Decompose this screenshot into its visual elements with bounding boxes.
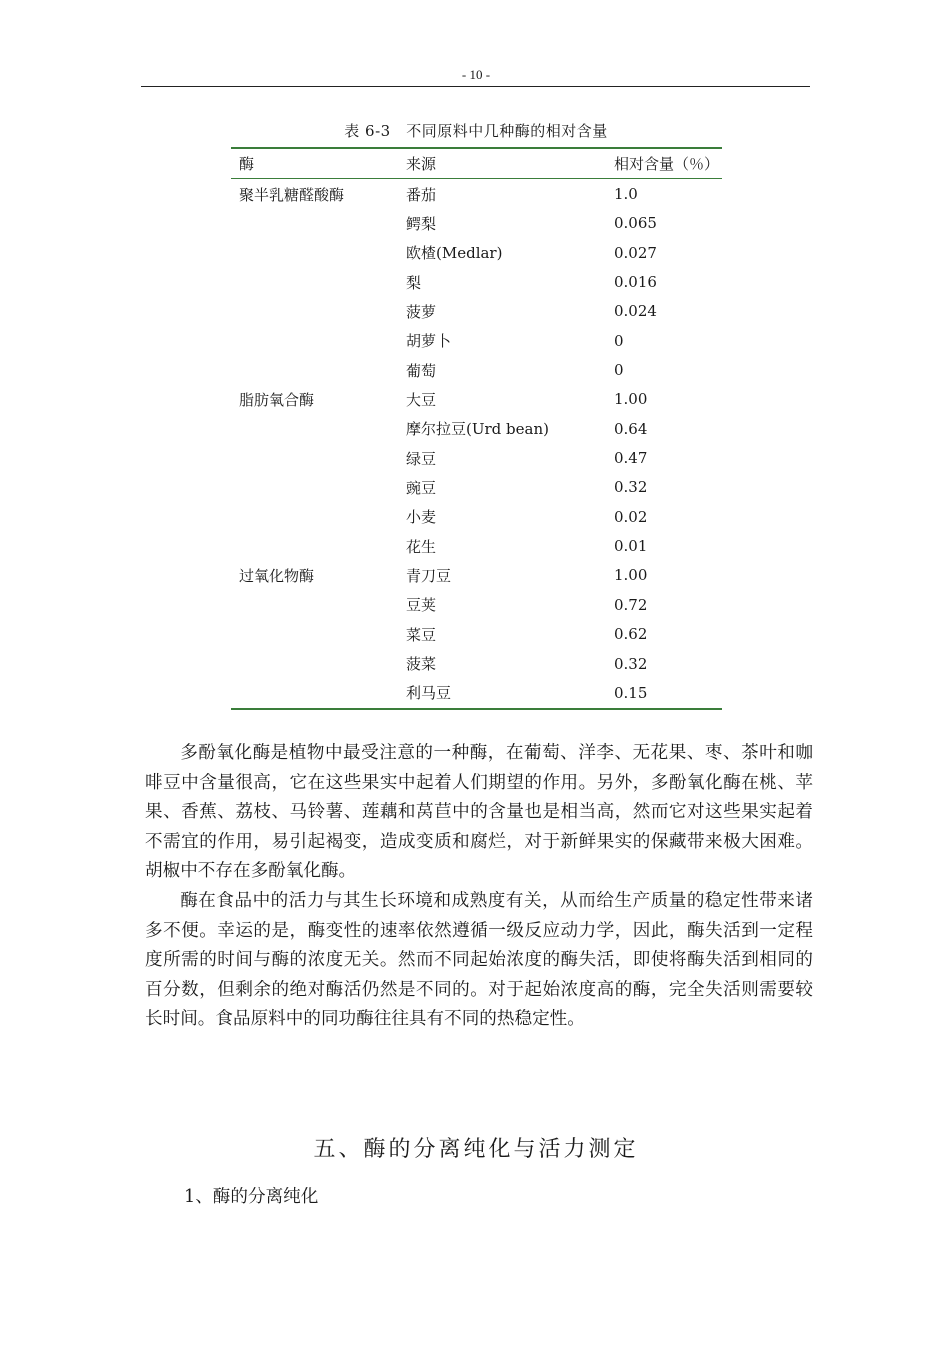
table-row: [231, 531, 722, 560]
cell-relative-content: 0.32: [614, 654, 648, 673]
table-row: [231, 502, 722, 531]
cell-source: 摩尔拉豆(Urd bean): [406, 420, 549, 439]
table-row: [231, 473, 722, 502]
header-relative-content: 相对含量（％）: [614, 155, 720, 174]
header-source: 来源: [406, 155, 437, 174]
cell-source: 鳄梨: [406, 214, 437, 233]
cell-relative-content: 0: [614, 331, 624, 350]
cell-relative-content: 0.15: [614, 683, 648, 702]
cell-source: 梨: [406, 273, 422, 292]
table-body: [231, 179, 722, 709]
table-row: [231, 179, 722, 209]
cell-enzyme: [231, 297, 406, 326]
cell-source: 欧楂(Medlar): [406, 244, 503, 263]
table-row: [231, 649, 722, 678]
page-number: - 10 -: [461, 67, 491, 82]
cell-relative-content: 0.62: [614, 625, 648, 644]
cell-source: 菠菜: [406, 655, 437, 674]
enzyme-content-table: [231, 147, 722, 710]
cell-relative-content: 1.00: [614, 390, 648, 409]
cell-relative-content: 0.016: [614, 273, 657, 292]
cell-relative-content: 0.027: [614, 243, 657, 262]
cell-relative-content: 0.72: [614, 595, 648, 614]
table-row: [231, 238, 722, 267]
cell-source: 大豆: [406, 390, 437, 409]
table-row: [231, 590, 722, 619]
table-row: [231, 414, 722, 443]
table-row: [231, 267, 722, 296]
header-rule: [141, 86, 810, 87]
cell-relative-content: 1.00: [614, 566, 648, 585]
header-enzyme: 酶: [239, 155, 255, 174]
table-header-row: [231, 148, 722, 179]
cell-enzyme: [231, 414, 406, 443]
paragraph-polyphenol-oxidase: 多酚氧化酶是植物中最受注意的一种酶，在葡萄、洋李、无花果、枣、茶叶和咖啡豆中含量很高，它在这些果实中起着人们期望的作用。另外，多酚氧化酶在桃、苹果、香蕉、荔枝、马铃薯、莲藕和莴苣中的含量也是相当高，然而它对这些果实起着不需宜的作用，易引起褐变，造成变质和腐烂，对于新鲜果实的保藏带来极大困难。胡椒中不存在多酚氧化酶。: [145, 743, 813, 882]
cell-enzyme: [231, 209, 406, 238]
table-row: [231, 443, 722, 472]
table-row: [231, 209, 722, 238]
cell-enzyme: [231, 267, 406, 296]
cell-enzyme: [231, 238, 406, 267]
cell-enzyme: [231, 620, 406, 649]
cell-enzyme: 脂肪氧合酶: [239, 390, 315, 409]
table-row: [231, 678, 722, 708]
cell-source: 番茄: [406, 185, 437, 204]
table-row: [231, 561, 722, 590]
cell-enzyme: [231, 590, 406, 619]
cell-enzyme: [231, 531, 406, 560]
cell-source: 利马豆: [406, 684, 452, 703]
table-caption: 表 6-3 不同原料中几种酶的相对含量: [344, 122, 608, 140]
paragraph-enzyme-activity: 酶在食品中的活力与其生长环境和成熟度有关，从而给生产质量的稳定性带来诸多不便。幸运的是，酶变性的速率依然遵循一级反应动力学，因此，酶失活到一定程度所需的时间与酶的浓度无关。然而不同起始浓度的酶失活，即使将酶失活到相同的百分数，但剩余的绝对酶活仍然是不同的。对于起始浓度高的酶，完全失活则需要较长时间。食品原料中的同功酶往往具有不同的热稳定性。: [145, 890, 813, 1030]
cell-source: 菜豆: [406, 625, 437, 644]
cell-relative-content: 1.0: [614, 185, 638, 204]
cell-enzyme: [231, 326, 406, 355]
table-row: [231, 620, 722, 649]
cell-relative-content: 0.47: [614, 449, 648, 468]
table-row: [231, 297, 722, 326]
body-text: [145, 739, 813, 1035]
table-row: [231, 326, 722, 355]
cell-relative-content: 0.01: [614, 537, 648, 556]
subsection-heading: 1、酶的分离纯化: [184, 1187, 319, 1207]
cell-source: 菠萝: [406, 302, 437, 321]
cell-enzyme: 聚半乳糖醛酸酶: [239, 185, 345, 204]
cell-relative-content: 0.065: [614, 214, 657, 233]
cell-source: 青刀豆: [406, 566, 452, 585]
cell-relative-content: 0.32: [614, 478, 648, 497]
cell-source: 葡萄: [406, 361, 437, 380]
cell-source: 小麦: [406, 508, 437, 527]
cell-enzyme: [231, 502, 406, 531]
cell-enzyme: [231, 443, 406, 472]
cell-enzyme: [231, 649, 406, 678]
cell-source: 胡萝卜: [406, 332, 452, 351]
cell-enzyme: 过氧化物酶: [239, 566, 315, 585]
cell-relative-content: 0: [614, 361, 624, 380]
section-heading: 五、酶的分离纯化与活力测定: [313, 1137, 639, 1162]
cell-enzyme: [231, 473, 406, 502]
cell-source: 豆荚: [406, 596, 437, 615]
cell-enzyme: [231, 678, 406, 708]
table-row: [231, 385, 722, 414]
table-row: [231, 355, 722, 384]
cell-source: 豌豆: [406, 478, 437, 497]
cell-source: 花生: [406, 537, 437, 556]
cell-enzyme: [231, 355, 406, 384]
cell-relative-content: 0.64: [614, 419, 648, 438]
cell-relative-content: 0.024: [614, 302, 657, 321]
cell-relative-content: 0.02: [614, 507, 648, 526]
cell-source: 绿豆: [406, 449, 437, 468]
